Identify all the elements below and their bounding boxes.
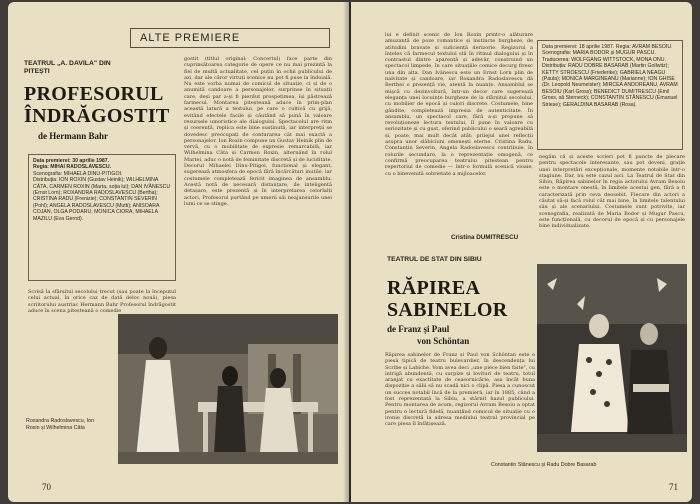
section-header: ALTE PREMIERE: [140, 32, 241, 44]
right-page: [351, 2, 692, 502]
right-signature: Cristina DUMITRESCU: [451, 234, 519, 241]
right-continued-text: lui e definit scenic de Ion Roxin printr-o alăturare amuzantă de poze romantice și instincte burgheze, de atitudini bravate și suficiență derizorie. Regizorul a înțeles că farmecul textului stă în ritmul dialogului și în contrastul dintre aparență și adevăr, construind un spectacol limpede, în care situațiile comice decurg firesc una din alta. Dan Ivănescu este un Ernst Lorn plin de naivitate și candoare, iar Roxandra Radoslavescu dă Berthei o prezență vie, atentă la nuanțe. Ansamblul se mișcă cu dezinvoltură, într-un decor care sugerează eleganța unei locuințe burgheze de la sfârșitul secolului, cu mobilier de epocă și culori discrete. Costumele, bine gândite, completează impresia de autenticitate. În ansamblu, un spectacol care, fără a-și propune să revoluționeze lectura textului, îl pune în valoare cu seriozitate și cu gust, oferind publicului o seară agreabilă și, poate, mai mult decât atât: prilejul unei reflecții asupra unor slăbiciuni omenești eterne. Cristina Radu, Constantin Severin, Angela Radoslavescu contribuie, în rolurile secundare, la o reprezentație omogenă, ce confirmă preocuparea teatrului pitestean pentru repertoriul de comedie — într-o formulă scenică vioaie, cu o binevenită sobrietate a mijloacelor.: [385, 32, 533, 177]
right-author-2: von Schöntan: [417, 336, 470, 346]
left-credits-box: [28, 154, 176, 281]
left-page: [8, 2, 349, 502]
left-play-title-2: ÎNDRĂGOSTIT: [24, 105, 170, 127]
right-photo-caption: Constantin Stănescu și Radu Dobre Basarab: [491, 462, 597, 468]
left-scenography: Scenografia: MIHAELA DINU-PITIGOI.: [33, 170, 123, 177]
right-author-1: de Franz și Paul: [387, 324, 450, 334]
left-intro-text: Scrisă la sfârșitul secolului trecut (sau poate la începutul celui actual, în orice caz de dată deloc nouă), piesa scriitorului austriac Hermann Bahr Profesorul îndrăgostit aduce în scena piteșteană o comedie: [28, 289, 176, 314]
left-scene-photo: [118, 314, 338, 464]
left-photo-image: [118, 314, 338, 464]
left-cast: Distribuția: ION ROXIN (Gustav Heinik); WILHELMINA CÂTA, CARMEN ROXIN (Marta, soția lui); DAN IVĂNESCU (Ernst Lorn); ROXANDRA RADOSLAVESCU (Bertha); CRISTINA RADU (Frenizie); CONSTANTIN SEVERIN (Pohl); ANGELA RADOSLAVESCU (Mutti); ANISOARA COJAN, OLGA PODARU, MONICA CIORA, MIHAELA MAZILU (Eva Gernd).: [33, 177, 171, 222]
right-play-title-2: SABINELOR: [387, 299, 508, 321]
left-middle-column: gostit (titlul original: Concertul) face parte din cuprinsătoarea categorie de opere ce nu mai prezintă la fiel de multă actualitate, cel puțin în ochii publicului de azi, dar ale căror virtuți scenice nu pot fi puse la îndoială. Nu este vorba numai de comicul de situație, ci și de o anumită candoare a personajelor, surprinse în situații care, deși par a-și fi pierdut prospețimea, își păstrează farmecul. Montarea piteșteană aduce în prim-plan această latură a textului, pe care o cultivă cu grijă, evitând efectele facile și căutând să pună în valoare resursele umoristice ale dialogului. Spectacolul are ritm și coerență, replica este bine susținută, iar interpreții se dovedesc preocupați de conturarea cât mai exactă a personajelor. Ion Roxin compune un Gustav Heinik plin de vervă, cu o mobilitate de expresie remarcabilă, iar Wilhelmina Câta și Carmen Roxin, alternând în rolul Martei, aduc o notă de feminitate discretă și de luciditate. Decorul Mihaelei Dinu-Pitigoi, funcțional și elegant, sugerează atmosfera de epocă fără încărcături inutile, iar costumele completează fericit imaginea de ansamblu. Acestă notă de necesară distanțare, de inteligentă detașare, este prezentă și în interpretarea celorlalți actori, Profesorul purtând pe umerii săi neajunsurile unei lumi ce se stinge.: [184, 56, 332, 207]
left-play-title-1: PROFESORUL: [24, 83, 164, 105]
left-theatre-name: TEATRUL „A. DAVILA" DIN PITEȘTI: [24, 60, 111, 75]
left-director: Regia: MIHAI RADOSLAVESCU.: [33, 164, 112, 171]
right-photo-image: [537, 264, 687, 452]
right-page-number: 71: [669, 482, 678, 492]
right-credits: Data premierei: 18 aprilie 1987. Regia: AVRAM BESOIU. Scenografia: MARIA BODOR și MUGUR PASCU. Traducerea: WOLFGANG WITTSTOCK, MONA ONU. Distribuția: RADU DOBRE BASARAB (Martin Gollwitz); KETTY STROESCU (Friederike); GABRIELA NEAGU (Paula); MONICA MARGINEANU (Marianne); ION GHISE (Dr. Leopold Neumeister); MIRCEA ANDOREANU, AVRAM BESOIU (Karl Gross); BENEDICT DUMITRESCU (Emil Gross, să Sterneck); CONSTANTIN STĂNESCU (Emanuel Striese); GERALDINA BASARAB (Rosa).: [542, 44, 678, 108]
right-credits-box: [537, 40, 683, 150]
left-page-number: 70: [42, 482, 51, 492]
right-theatre-name: TEATRUL DE STAT DIN SIBIU: [387, 256, 482, 263]
left-premiere-date: Data premierei: 30 aprilie 1987.: [33, 158, 110, 164]
right-column-text: negăm că și aceste scrieri pot fi puncte de plecare pentru spectacole interesante, sau pot deveni, grație unei interpretări excepționale, momente notabile într-o stagiune. Dar, nu este cazul aici. La Teatrul de Stat din Sibiu, Răpirea sabinelor în regia actorului Avram Besoiu este o montare onestă, în limitele acestui gen, fără a fi caracterizată prin ceva deosebit. Fiecare din actori a căutat să-și facă rolul cât mai bine, în limitele talentului său și ale scenariului. Costumele sunt potrivite, iar scenografia, realizată de Maria Bodor și Mugur Pascu, este funcțională, cu decorul de epocă și cu personajele bine individualizate.: [539, 154, 685, 230]
right-scene-photo: [537, 264, 687, 452]
right-play-title-1: RĂPIREA: [387, 277, 481, 299]
left-author: de Hermann Bahr: [38, 131, 109, 141]
right-review-text: Răpirea sabinelor de Franz și Paul von Schöntan este o piesă tipică de teatru bulevardier, în descendența lui Scribe și Labiche. Vom avea deci „une pièce bien faite", cu intrigă abundentă, cu surpize și lovituri de teatru, totul aranjat cu exactitate de ceasornicărie, așa încât buna dispoziție a sălii să nu scadă nici o clipă. Piesa a cunoscut un succes notabil încă de la premieră, iar în 1885, când a fost reprezentată la Sibiu, a stârnit hazul publicului. Pentru montarea de acum, regizorul Avram Besoiu a optat pentru o lectură fidelă, nuanțând comicul de situație cu o ironie discretă la adresa mediului teatral provincial pe care piesa îl înfățișează.: [385, 352, 535, 428]
left-photo-caption: Roxandra Radoslavescu, Ion Roxin și Wilhelmina Câta: [26, 418, 95, 431]
